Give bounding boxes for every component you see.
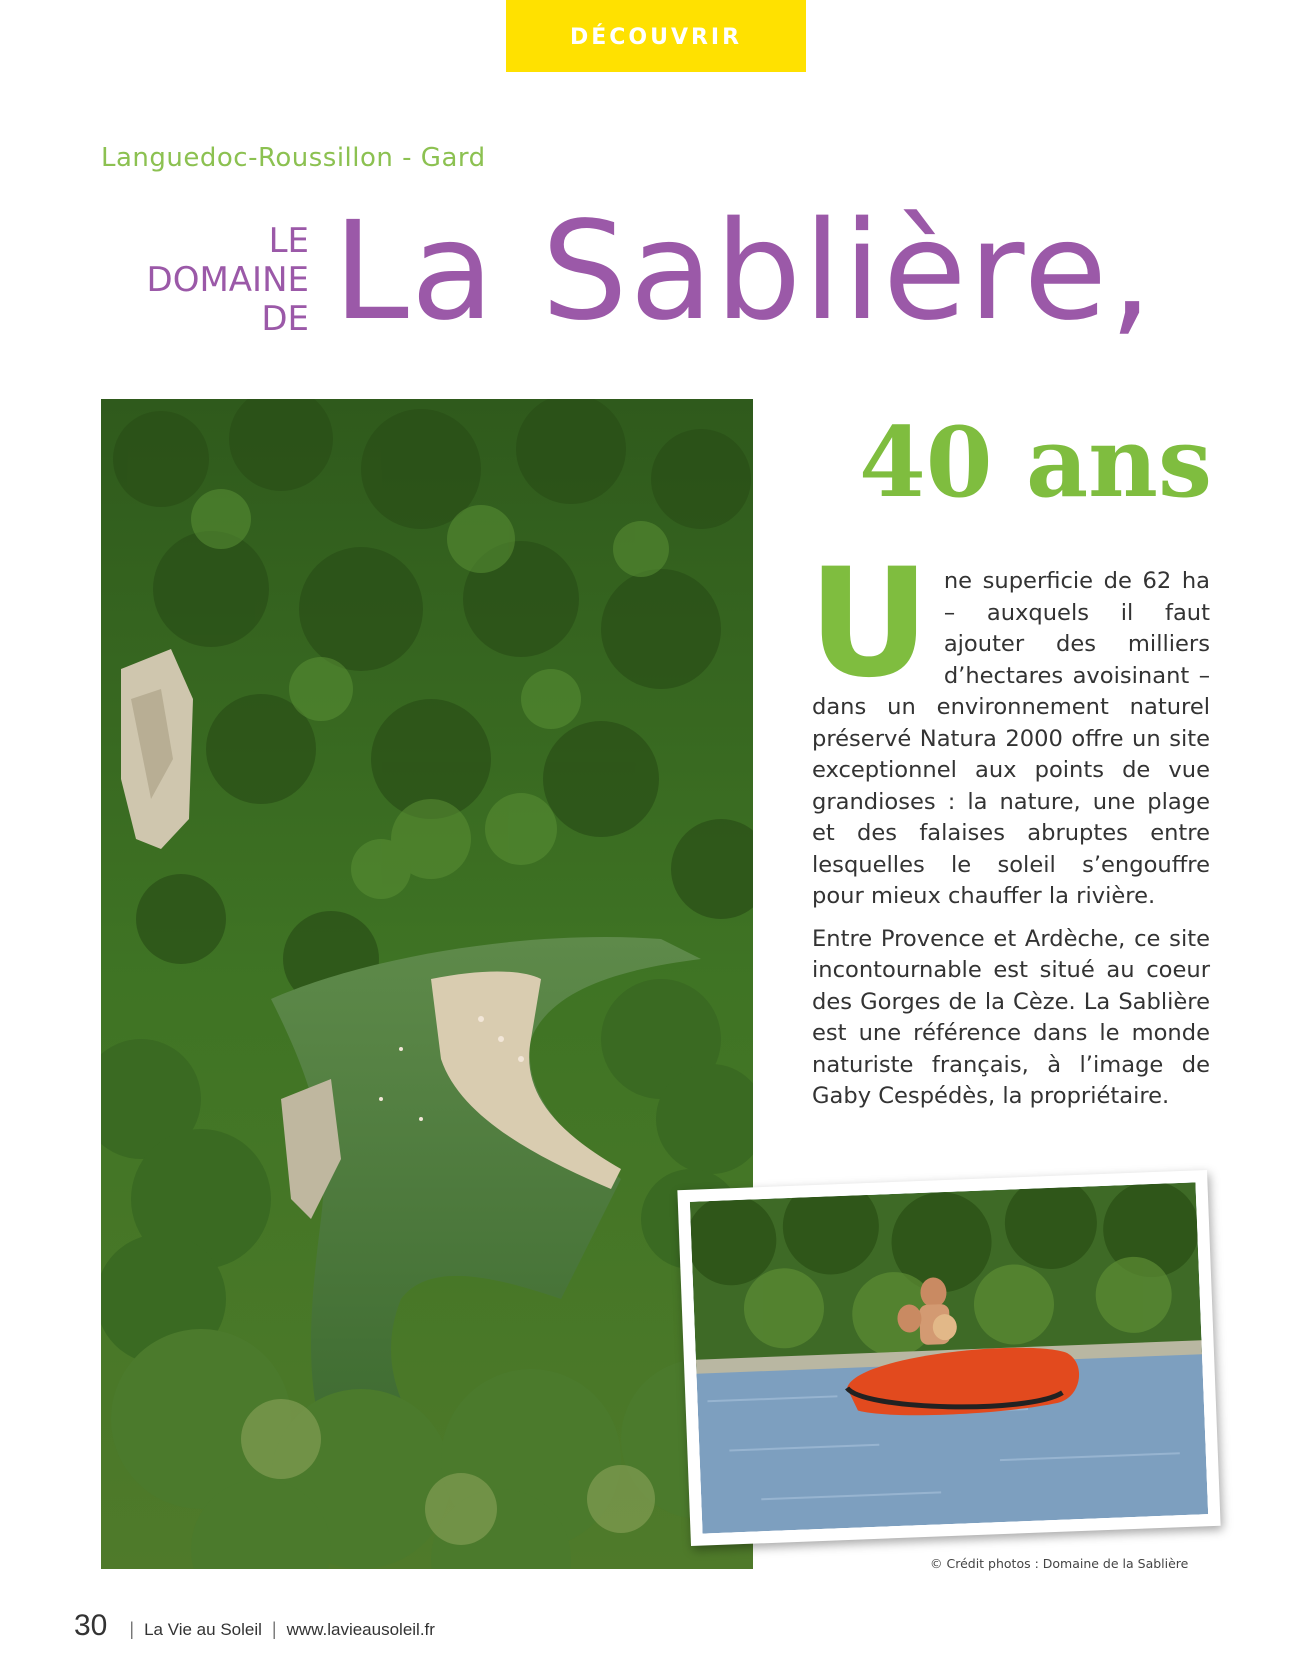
photo-credit: © Crédit photos : Domaine de la Sablière (930, 1556, 1189, 1571)
article-paragraph-2: Entre Provence et Ardèche, ce site incontournable est situé au coeur des Gorges de la Cèze. La Sablière est une référence dans le monde naturiste français, à l’image de Gaby Cespédès, la propriétaire. (812, 925, 1210, 1109)
section-tab-label: DÉCOUVRIR (569, 24, 743, 50)
article-paragraph-1-text: ne superficie de 62 ha – auxquels il faut ajouter des milliers d’hectares avoisinant – dans un environnement naturel préservé Natura 2000 offre un site exceptionnel aux points de vue grandioses : la nature, une plage et des falaises abruptes entre lesquelles le soleil s’engouffre pour mieux chauffer la rivière. (812, 568, 1210, 909)
magazine-name: La Vie au Soleil (144, 1620, 262, 1639)
page-title: La Sablière, (333, 193, 1155, 351)
footer-separator: | (129, 1619, 135, 1639)
section-tab (506, 0, 806, 72)
website-link[interactable]: www.lavieausoleil.fr (286, 1620, 435, 1639)
gorge-river-photo (101, 399, 753, 1569)
boat-photo-frame (677, 1170, 1220, 1546)
page-subtitle: 40 ans (858, 406, 1212, 519)
title-prefix (147, 222, 309, 339)
footer-separator: | (271, 1619, 277, 1639)
article-paragraph-1 (808, 537, 1210, 913)
region-label: Languedoc-Roussillon - Gard (101, 143, 486, 173)
boat-photo (690, 1182, 1208, 1533)
title-prefix-line-3: DE (261, 299, 309, 339)
article-body (808, 537, 1210, 1124)
drop-cap: U (808, 537, 930, 711)
title-prefix-line-2: DOMAINE (146, 260, 309, 300)
title-prefix-line-1: LE (268, 221, 309, 261)
page-number: 30 (74, 1609, 108, 1642)
page-footer (74, 1609, 435, 1643)
